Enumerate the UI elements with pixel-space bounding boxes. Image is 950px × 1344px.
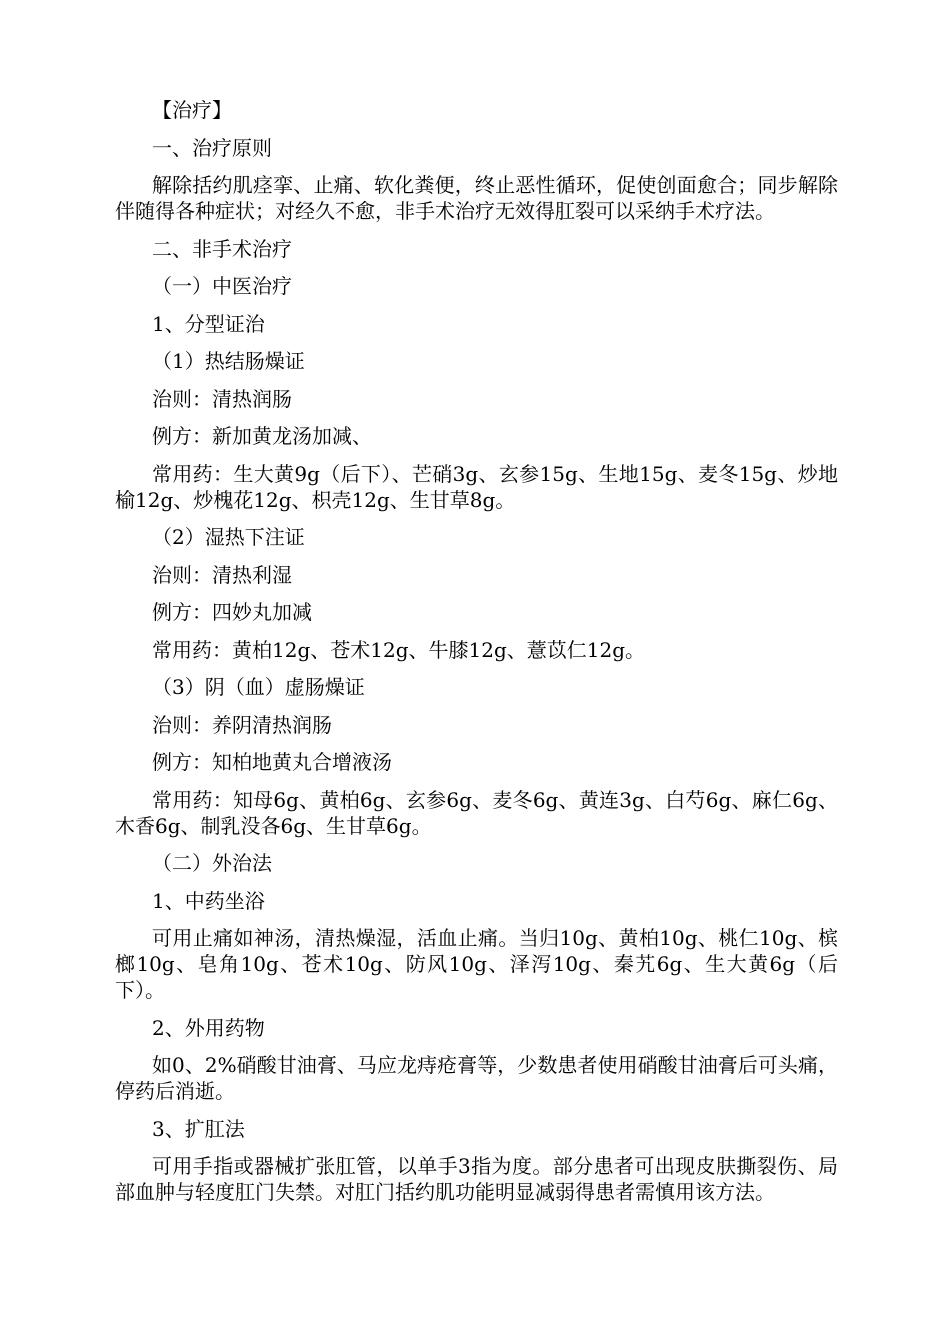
heading-syndrome-1: （1）热结肠燥证 (152, 349, 305, 373)
heading-tcm-treatment: （一）中医治疗 (152, 274, 292, 298)
paragraph-sitz-bath: 可用止痛如神汤，清热燥湿，活血止痛。当归10g、黄柏10g、桃仁10g、槟榔10g、皂角10g、苍术10g、防风10g、泽泻10g、秦艽6g、生大黄6g（后下）。 (115, 926, 838, 1002)
heading-anal-dilation: 3、扩肛法 (152, 1116, 245, 1141)
heading-external-treatment: （二）外治法 (152, 851, 272, 875)
paragraph-treatment-principle: 解除括约肌痉挛、止痛、软化粪便，终止恶性循环，促使创面愈合；同步解除伴随得各种症状；对经久不愈，非手术治疗无效得肛裂可以采纳手术疗法。 (115, 173, 838, 223)
principle-syndrome-2: 治则：清热利湿 (152, 562, 292, 587)
herbs-syndrome-1: 常用药：生大黄9g（后下）、芒硝3g、玄参15g、生地15g、麦冬15g、炒地榆12g、炒槐花12g、枳壳12g、生甘草8g。 (115, 461, 838, 512)
document-body (115, 97, 838, 1217)
heading-syndrome-differentiation: 1、分型证治 (152, 311, 265, 336)
heading-topical-medication: 2、外用药物 (152, 1015, 265, 1040)
heading-non-surgical: 二、非手术治疗 (152, 236, 292, 261)
herbs-syndrome-2: 常用药：黄柏12g、苍术12g、牛膝12g、薏苡仁12g。 (152, 637, 646, 662)
heading-syndrome-3: （3）阴（血）虚肠燥证 (152, 675, 365, 699)
principle-syndrome-1: 治则：清热润肠 (152, 386, 292, 411)
formula-syndrome-2: 例方：四妙丸加减 (152, 600, 312, 624)
section-heading-treatment: 【治疗】 (152, 98, 232, 122)
formula-syndrome-1: 例方：新加黄龙汤加减、 (152, 424, 372, 448)
heading-syndrome-2: （2）湿热下注证 (152, 525, 305, 549)
principle-syndrome-3: 治则：养阴清热润肠 (152, 712, 332, 737)
heading-treatment-principle: 一、治疗原则 (152, 135, 272, 160)
formula-syndrome-3: 例方：知柏地黄丸合增液汤 (152, 750, 392, 774)
heading-sitz-bath: 1、中药坐浴 (152, 888, 265, 913)
paragraph-topical-medication: 如0、2%硝酸甘油膏、马应龙痔疮膏等，少数患者使用硝酸甘油膏后可头痛，停药后消逝。 (115, 1053, 838, 1103)
herbs-syndrome-3: 常用药：知母6g、黄柏6g、玄参6g、麦冬6g、黄连3g、白芍6g、麻仁6g、木香6g、制乳没各6g、生甘草6g。 (115, 787, 838, 838)
paragraph-anal-dilation: 可用手指或器械扩张肛管，以单手3指为度。部分患者可出现皮肤撕裂伤、局部血肿与轻度肛门失禁。对肛门括约肌功能明显减弱得患者需慎用该方法。 (115, 1154, 838, 1204)
